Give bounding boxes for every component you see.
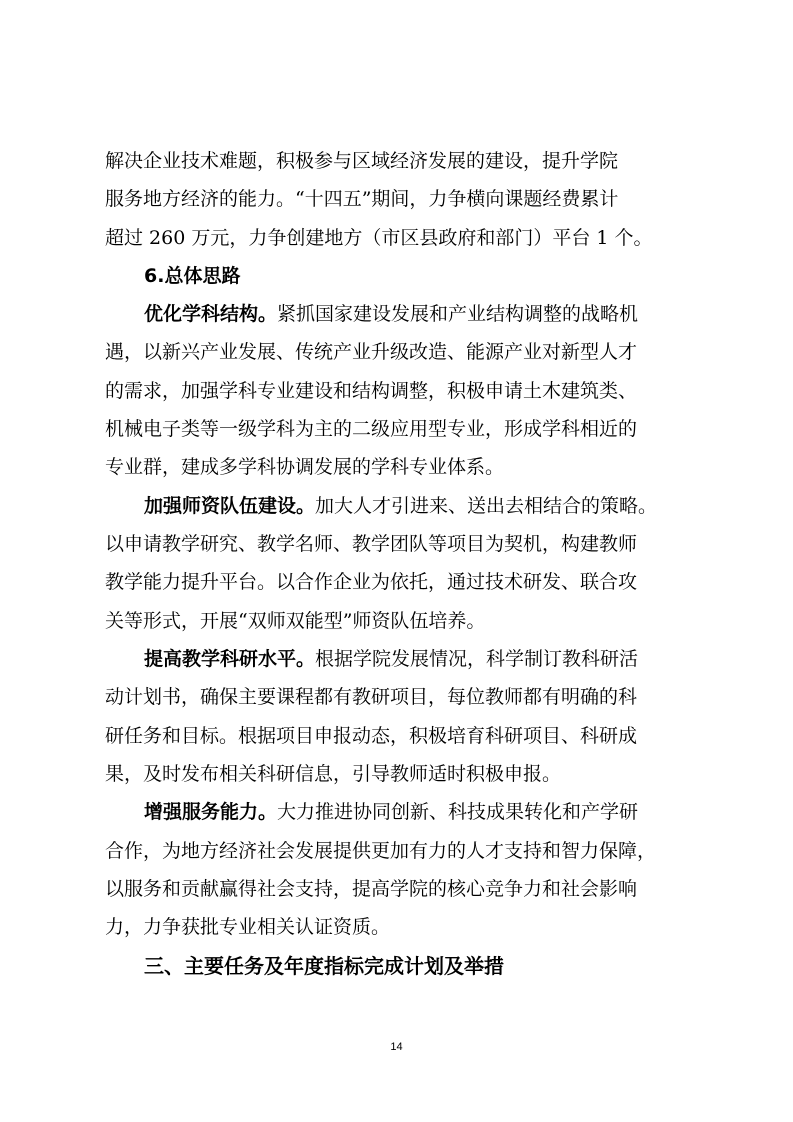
body-text-line: 以申请教学研究、教学名师、教学团队等项目为契机，构建教师 (105, 533, 638, 555)
body-text-line: 动计划书，确保主要课程都有教研项目，每位教师都有明确的科 (105, 686, 638, 708)
body-text-line: 教学能力提升平台。以合作企业为依托，通过技术研发、联合攻 (105, 571, 638, 593)
body-text-line: 超过 260 万元，力争创建地方（市区县政府和部门）平台 1 个。 (105, 227, 653, 249)
paragraph-1-first-line (144, 297, 695, 331)
body-text-line: 研任务和目标。根据项目申报动态，积极培育科研项目、科研成 (105, 725, 638, 747)
body-text-line: 解决企业技术难题，积极参与区域经济发展的建设，提升学院 (105, 150, 619, 172)
paragraph-3-first-line (144, 642, 695, 676)
paragraph-4-text: 大力推进协同创新、科技成果转化和产学研 (277, 801, 639, 823)
section-heading-3: 三、主要任务及年度指标完成计划及举措 (144, 954, 504, 978)
paragraph-2-first-line (144, 489, 695, 523)
paragraph-1-lead: 优化学科结构。 (144, 303, 278, 325)
body-text-line: 合作，为地方经济社会发展提供更加有力的人才支持和智力保障， (105, 840, 657, 862)
paragraph-3-lead: 提高教学科研水平。 (144, 648, 316, 670)
body-text-line: 遇，以新兴产业发展、传统产业升级改造、能源产业对新型人才 (105, 341, 638, 363)
paragraph-4-first-line (144, 795, 695, 829)
paragraph-2-lead: 加强师资队伍建设。 (144, 495, 316, 517)
body-text-line: 关等形式，开展“双师双能型”师资队伍培养。 (105, 610, 486, 632)
body-text-line: 力，力争获批专业相关认证资质。 (105, 916, 391, 938)
paragraph-2-text: 加大人才引进来、送出去相结合的策略。 (315, 495, 658, 517)
body-text-line: 的需求，加强学科专业建设和结构调整，积极申请土木建筑类、 (105, 380, 638, 402)
body-text-line: 服务地方经济的能力。“十四五”期间，力争横向课题经费累计 (105, 188, 619, 210)
paragraph-1-text: 紧抓国家建设发展和产业结构调整的战略机 (277, 303, 639, 325)
body-text-line: 果，及时发布相关科研信息，引导教师适时积极申报。 (105, 763, 562, 785)
body-text-line: 以服务和贡献赢得社会支持，提高学院的核心竞争力和社会影响 (105, 878, 638, 900)
page-number: 14 (390, 1041, 403, 1053)
paragraph-4-lead: 增强服务能力。 (144, 801, 278, 823)
paragraph-3-text: 根据学院发展情况，科学制订教科研活 (315, 648, 639, 670)
body-text-line: 专业群，建成多学科协调发展的学科专业体系。 (105, 456, 505, 478)
body-text-line: 机械电子类等一级学科为主的二级应用型专业，形成学科相近的 (105, 418, 638, 440)
section-heading-6: 6.总体思路 (144, 265, 241, 287)
